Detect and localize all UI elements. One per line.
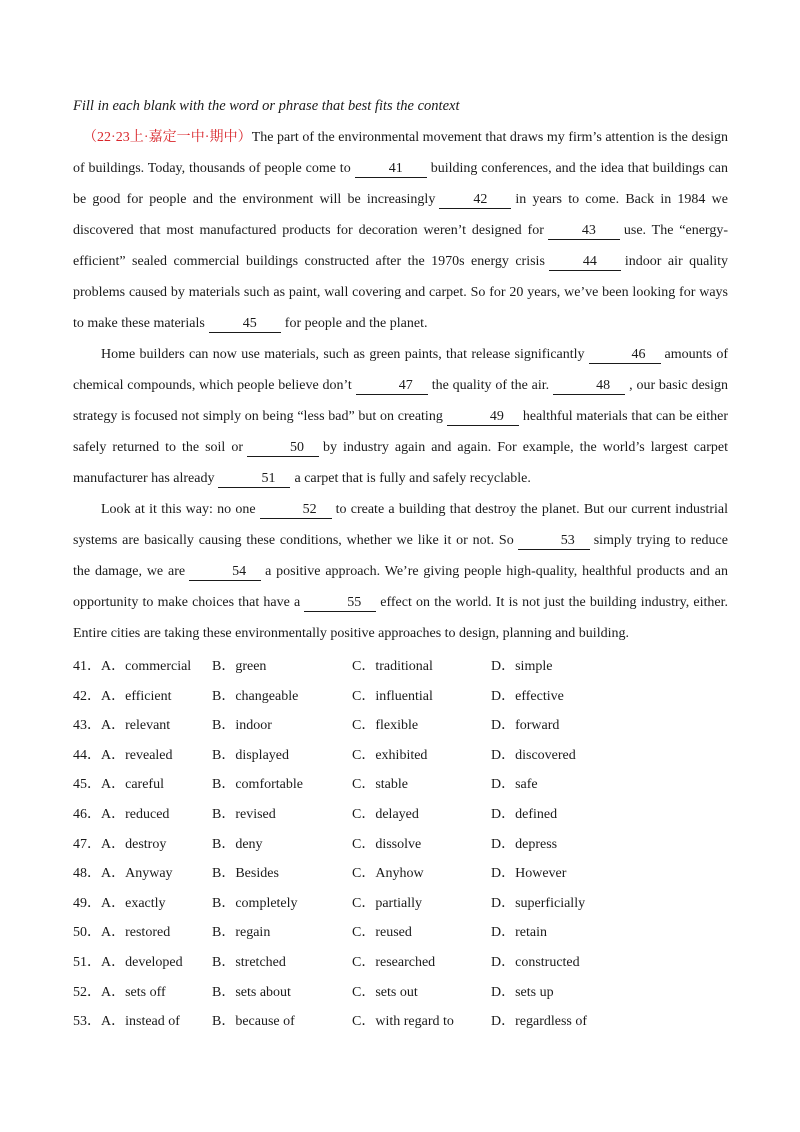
question-number: 49． [73, 895, 101, 911]
option-d: D．sets up [491, 984, 554, 1000]
option-b: B．stretched [212, 954, 286, 970]
question-number: 50． [73, 925, 101, 941]
text-segment: for people and the planet. [284, 316, 428, 331]
option-c: C．with regard to [352, 1014, 454, 1030]
question-41-options [73, 655, 728, 685]
question-number: 52． [73, 984, 101, 1000]
option-b: B．comfortable [212, 777, 303, 793]
question-number: 53． [73, 1014, 101, 1030]
blank-42: 42 [439, 192, 511, 209]
text-segment: healthful materials that can be either safely returned to the soil or [73, 409, 728, 455]
question-52-options [73, 981, 728, 1011]
question-42-options [73, 685, 728, 715]
question-44-options [73, 744, 728, 774]
text-segment: Look at it this way: no one [101, 502, 256, 517]
paragraph-1 [73, 122, 728, 339]
option-c: C．researched [352, 954, 436, 970]
text-segment: a carpet that is fully and safely recyclable. [294, 471, 531, 486]
option-b: B．sets about [212, 984, 291, 1000]
paragraph-3 [73, 494, 728, 649]
option-b: B．green [212, 659, 267, 674]
option-d: D．regardless of [491, 1014, 588, 1030]
blank-52: 52 [260, 502, 332, 519]
blank-44: 44 [549, 254, 621, 271]
option-a: A．restored [101, 925, 171, 941]
text-segment: The part of the environmental movement that draws my firm’s attention is the design of buildings. Today, thousands of people come to [73, 130, 728, 176]
text-segment: a positive approach. We’re giving people high-quality, healthful products and an opportunity to make choices that have a [73, 564, 728, 610]
text-segment: effect on the world. It is not just the building industry, either. Entire cities are taking these environmentally positive approaches to design, planning and building. [73, 595, 728, 641]
blank-53: 53 [518, 533, 590, 550]
option-b: B．changeable [212, 688, 299, 704]
blank-43: 43 [548, 223, 620, 240]
answer-options [73, 655, 728, 1040]
option-c: C．flexible [352, 718, 419, 734]
blank-51: 51 [218, 471, 290, 488]
option-b: B．deny [212, 836, 263, 852]
text-segment: indoor air quality problems caused by materials such as paint, wall covering and carpet. So for 20 years, we’ve been looking for ways to make these materials [73, 254, 728, 331]
option-a: A．developed [101, 954, 183, 970]
blank-47: 47 [356, 378, 428, 395]
option-a: A．efficient [101, 688, 172, 704]
option-c: C．partially [352, 895, 422, 911]
option-a: A．Anyway [101, 866, 173, 882]
text-segment: in years to come. Back in 1984 we discovered that most manufactured products for decoration weren’t designed for [73, 192, 728, 238]
option-a: A．sets off [101, 984, 166, 1000]
question-50-options [73, 921, 728, 951]
question-49-options [73, 892, 728, 922]
blank-46: 46 [589, 347, 661, 364]
option-a: A．instead of [101, 1014, 180, 1030]
option-c: C．exhibited [352, 747, 428, 763]
option-a: A．careful [101, 777, 164, 793]
option-a: A．commercial [101, 659, 192, 674]
text-segment: building conferences, and the idea that buildings can be good for people and the environment will be increasingly [73, 161, 728, 207]
question-number: 42． [73, 688, 101, 704]
option-a: A．revealed [101, 747, 173, 763]
option-d: D．retain [491, 925, 547, 941]
option-b: B．displayed [212, 747, 289, 763]
question-48-options [73, 862, 728, 892]
blank-55: 55 [304, 595, 376, 612]
text-segment: the quality of the air. [431, 378, 550, 393]
option-d: D．superficially [491, 895, 586, 911]
option-c: C．dissolve [352, 836, 422, 852]
option-c: C．stable [352, 777, 408, 793]
text-segment: by industry again and again. For example, the world’s largest carpet manufacturer has already [73, 440, 729, 486]
blank-54: 54 [189, 564, 261, 581]
passage [73, 122, 728, 649]
option-c: C．Anyhow [352, 866, 424, 882]
option-c: C．delayed [352, 806, 419, 822]
question-number: 48． [73, 866, 101, 882]
blank-45: 45 [209, 316, 281, 333]
option-d: D．However [491, 866, 567, 882]
text-segment: amounts of chemical compounds, which people believe don’t [73, 347, 728, 393]
question-51-options [73, 951, 728, 981]
option-b: B．completely [212, 895, 298, 911]
text-segment: simply trying to reduce the damage, we are [73, 533, 728, 579]
question-number: 47． [73, 836, 101, 852]
paragraph-2 [73, 339, 728, 494]
blank-41: 41 [355, 161, 427, 178]
option-d: D．constructed [491, 954, 580, 970]
option-a: A．exactly [101, 895, 166, 911]
option-a: A．destroy [101, 836, 167, 852]
question-number: 41． [73, 659, 101, 674]
question-53-options [73, 1010, 728, 1040]
option-d: D．defined [491, 806, 558, 822]
option-b: B．indoor [212, 718, 272, 734]
option-d: D．depress [491, 836, 558, 852]
question-number: 45． [73, 777, 101, 793]
blank-50: 50 [247, 440, 319, 457]
question-47-options [73, 833, 728, 863]
text-segment: use. The “energy-efficient” sealed commercial buildings constructed after the 1970s energy crisis [73, 223, 729, 269]
option-b: B．because of [212, 1014, 295, 1030]
option-c: C．influential [352, 688, 433, 704]
option-d: D．simple [491, 659, 553, 674]
question-46-options [73, 803, 728, 833]
blank-48: 48 [553, 378, 625, 395]
option-a: A．relevant [101, 718, 171, 734]
text-segment: to create a building that destroy the planet. But our current industrial systems are basically causing these conditions, whether we like it or not. So [73, 502, 728, 548]
question-number: 44． [73, 747, 101, 763]
question-number: 51． [73, 954, 101, 970]
question-number: 46． [73, 806, 101, 822]
question-43-options [73, 714, 728, 744]
option-d: D．safe [491, 777, 538, 793]
option-b: B．regain [212, 925, 271, 941]
question-number: 43． [73, 718, 101, 734]
option-d: D．effective [491, 688, 564, 704]
question-45-options [73, 773, 728, 803]
text-segment: Home builders can now use materials, such as green paints, that release significantly [101, 347, 585, 362]
option-d: D．forward [491, 718, 560, 734]
blank-49: 49 [447, 409, 519, 426]
text-segment: , our basic design strategy is focused not simply on being “less bad” but on creating [73, 378, 729, 424]
option-c: C．reused [352, 925, 412, 941]
option-a: A．reduced [101, 806, 170, 822]
option-b: B．revised [212, 806, 276, 822]
source-tag: （22·23上·嘉定一中·期中） [83, 130, 252, 145]
option-c: C．traditional [352, 659, 433, 674]
option-d: D．discovered [491, 747, 576, 763]
option-b: B．Besides [212, 866, 279, 882]
instruction: Fill in each blank with the word or phrase that best fits the context [73, 98, 460, 114]
option-c: C．sets out [352, 984, 418, 1000]
